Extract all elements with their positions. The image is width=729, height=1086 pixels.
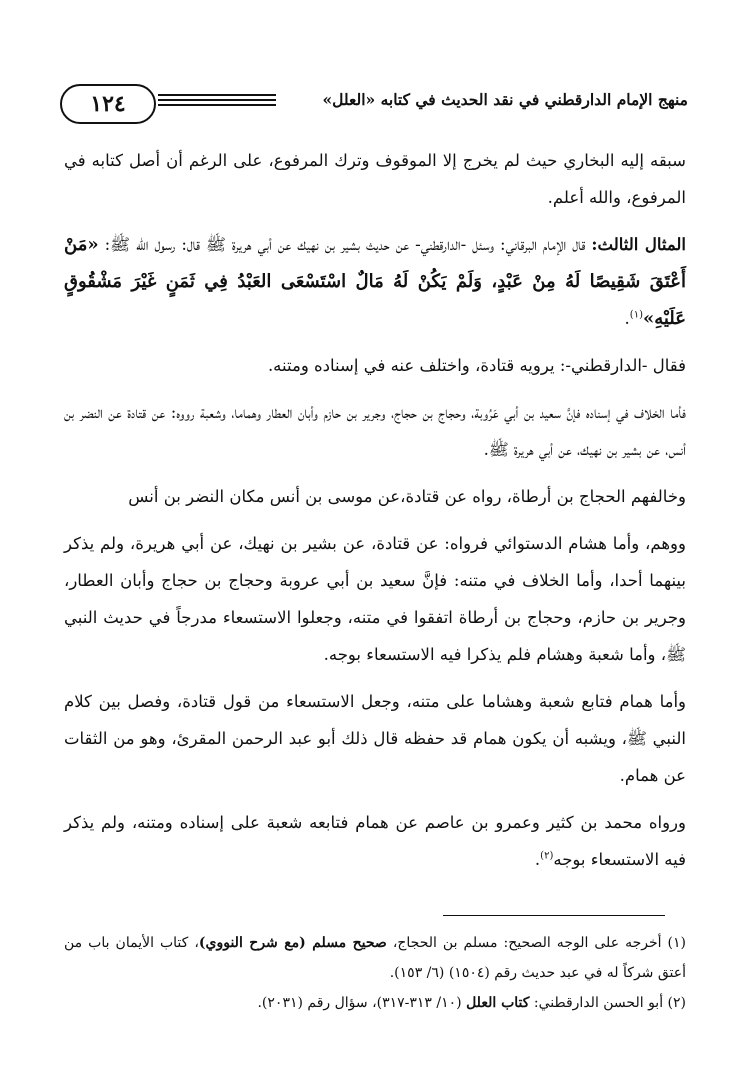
- paragraph-8-text: ورواه محمد بن كثير وعمرو بن عاصم عن همام فتابعه شعبة على إسناده ومتنه، ولم يذكر فيه الاستسعاء بوجه: [64, 813, 686, 869]
- paragraph-2: المثال الثالث: قال الإمام البرقاني: وسئل -الدارقطني- عن حديث بشير بن نهيك عن أبي هريرة ﷺ قال: رسول الله ﷺ: «مَنْ أَعْتَقَ شَقِيصًا لَهُ مِنْ عَبْدٍ، وَلَمْ يَكُنْ لَهُ مَالٌ اسْتَسْعَى العَبْدُ فِي ثَمَنٍ غَيْرَ مَشْقُوقٍ عَلَيْهِ»$^{(١)}$.: [64, 234, 687, 329]
- page-number: ١٢٤: [60, 84, 156, 124]
- example-label: المثال الثالث:: [591, 235, 687, 254]
- footnote-1-c: ، كتاب الأيمان باب من أعتق شركاً له في عبد حديث رقم (١٥٠٤) (٦/ ١٥٣).: [64, 935, 686, 981]
- page-header: [60, 84, 688, 124]
- footnote-2-a: (٢) أبو الحسن الدارقطني:: [529, 995, 686, 1011]
- footnote-1: [64, 928, 686, 988]
- footnotes: [64, 928, 686, 1018]
- footnote-ref-2[interactable]: (٢): [540, 850, 554, 862]
- paragraph-2-text: قال الإمام البرقاني: وسئل -الدارقطني- عن حديث بشير بن نهيك عن أبي هريرة ﷺ قال: رسول الله ﷺ:: [98, 235, 592, 254]
- header-decorative-rule: [158, 94, 276, 108]
- running-title: منهج الإمام الدارقطني في نقد الحديث في كتابه «العلل»: [322, 90, 688, 109]
- footnote-1-source: صحيح مسلم (مع شرح النووي): [198, 935, 387, 951]
- paragraph-5: وخالفهم الحجاج بن أرطاة، رواه عن قتادة،عن موسى بن أنس مكان النضر بن أنس: [128, 487, 686, 506]
- paragraph-6: ووهم، وأما هشام الدستوائي فرواه: عن قتادة، عن بشير بن نهيك، عن أبي هريرة، ولم يذكر بينهما أحدا، وأما الخلاف في متنه: فإنَّ سعيد بن أبي عروبة وحجاج بن حجاج وأبان العطار، وجرير بن حازم، وحجاج بن أرطاة اتفقوا في متنه، وجعلوا الاستسعاء مدرجاً في حديث النبي ﷺ، وأما شعبة وهشام فلم يذكرا فيه الاستسعاء بوجه.: [64, 534, 686, 664]
- hadith-quote: «مَنْ أَعْتَقَ شَقِيصًا لَهُ مِنْ عَبْدٍ، وَلَمْ يَكُنْ لَهُ مَالٌ اسْتَسْعَى العَبْدُ فِي ثَمَنٍ غَيْرَ مَشْقُوقٍ عَلَيْهِ»: [64, 234, 686, 329]
- paragraph-8: [64, 804, 686, 878]
- footnote-1-a: (١) أخرجه على الوجه الصحيح: مسلم بن الحجاج،: [386, 935, 686, 951]
- footnote-2: [64, 988, 686, 1018]
- paragraph-7: وأما همام فتابع شعبة وهشاما على متنه، وجعل الاستسعاء من قول قتادة، وفصل بين كلام النبي ﷺ، ويشبه أن يكون همام قد حفظه قال ذلك أبو عبد الرحمن المقرئ، وهو من الثقات عن همام.: [64, 692, 686, 785]
- footnote-2-source: كتاب العلل: [466, 995, 530, 1011]
- body-text: [64, 142, 686, 878]
- footnote-divider: [443, 915, 665, 916]
- paragraph-1: سبقه إليه البخاري حيث لم يخرج إلا الموقوف وترك المرفوع، على الرغم أن أصل كتابه في المرفوع، والله أعلم.: [64, 151, 686, 207]
- paragraph-4: فأما الخلاف في إسناده فإنَّ سعيد بن أبي عَرُوبة، وحجاج بن حجاج، وجرير بن حازم وأبان العطار وهماما، وشعبة رووه: عن قتادة عن النضر بن أنس، عن بشير بن نهيك، عن أبي هريرة ﷺ.: [64, 403, 686, 459]
- footnote-2-c: (١٠/ ٣١٣-٣١٧)، سؤال رقم (٢٠٣١).: [257, 995, 467, 1011]
- footnote-ref-1[interactable]: (١): [629, 309, 643, 321]
- paragraph-8-end: .: [534, 850, 541, 869]
- paragraph-3: فقال -الدارقطني-: يرويه قتادة، واختلف عنه في إسناده ومتنه.: [267, 356, 686, 375]
